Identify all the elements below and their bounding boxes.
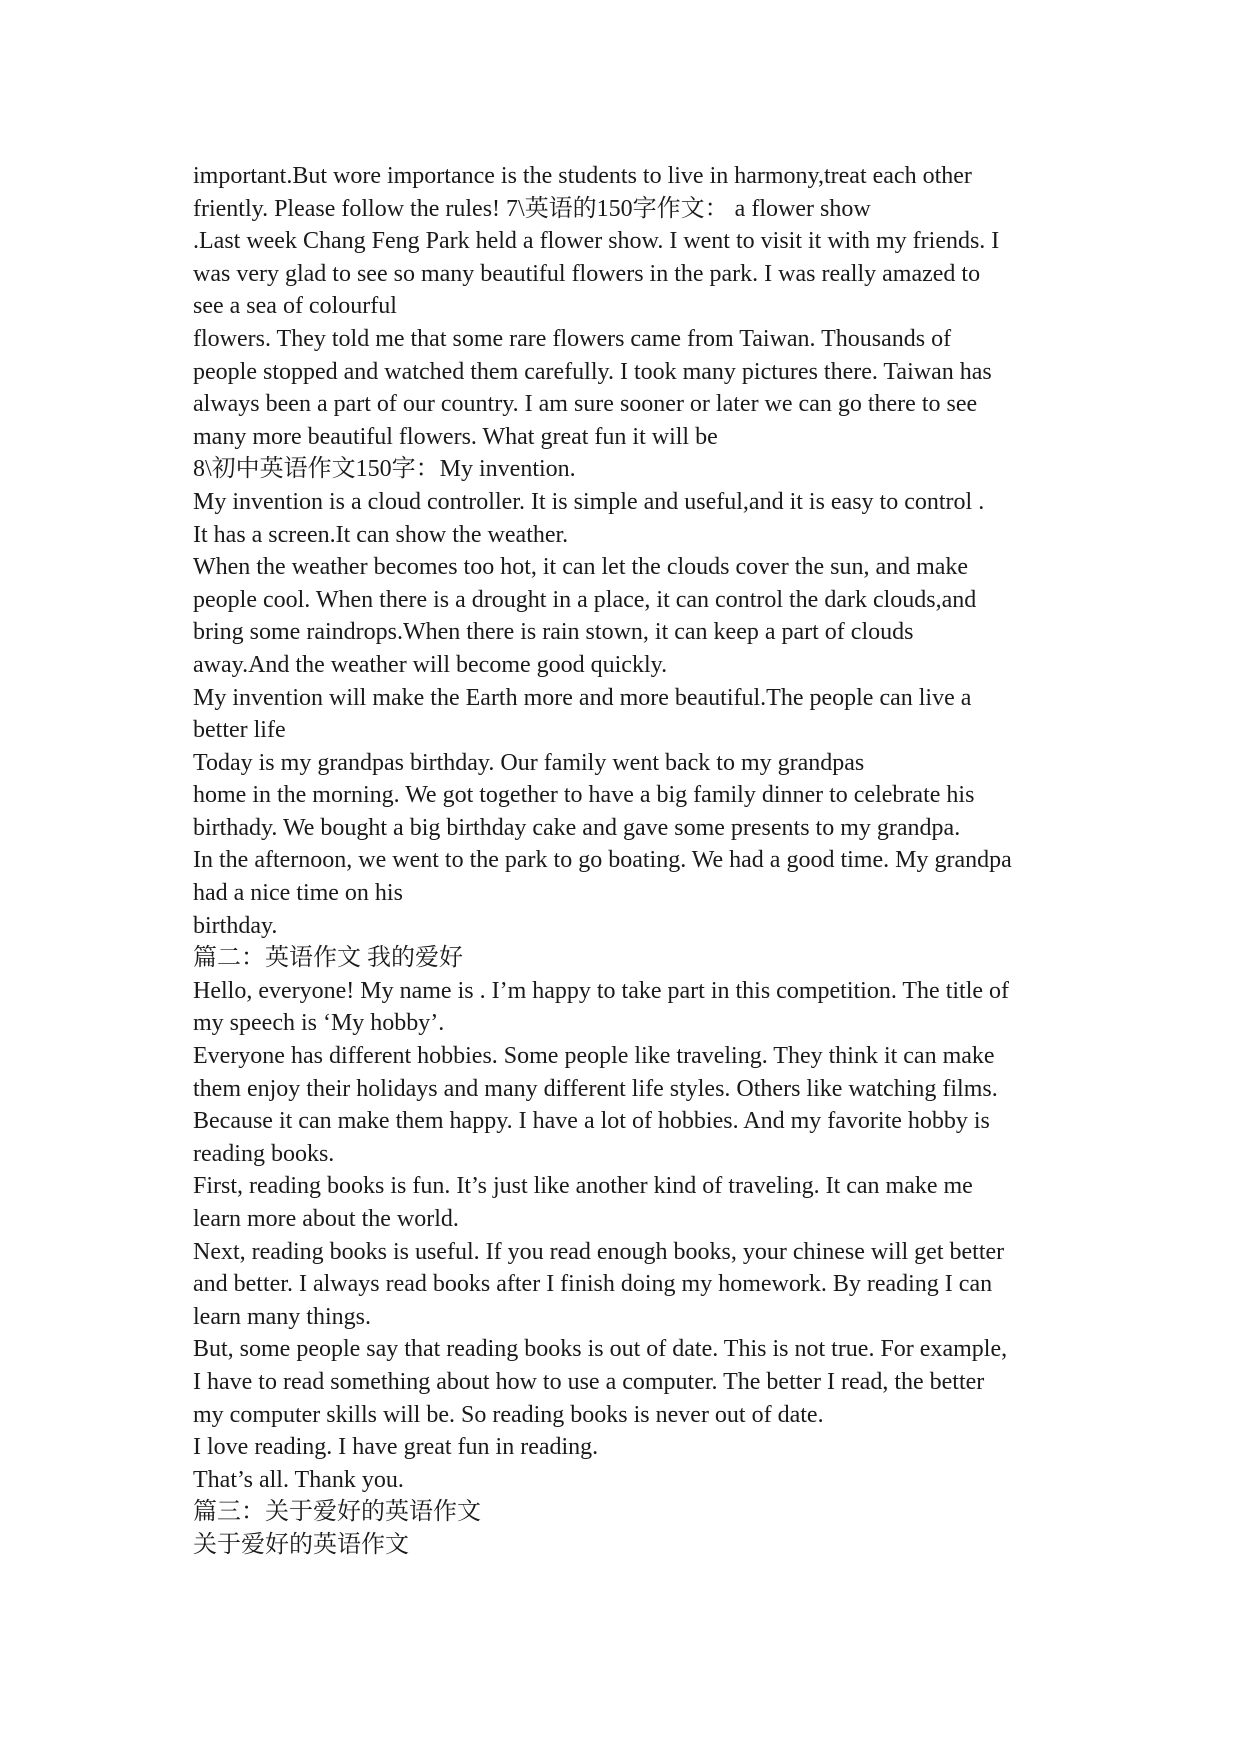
text-line: was very glad to see so many beautiful flowers in the park. I was really amazed to bbox=[193, 260, 981, 287]
text-line: my computer skills will be. So reading books is never out of date. bbox=[193, 1401, 824, 1428]
text-line: reading books. bbox=[193, 1140, 335, 1167]
text-line: my speech is ‘My hobby’. bbox=[193, 1010, 445, 1037]
document-body bbox=[193, 160, 1063, 1562]
text-line: birthady. We bought a big birthday cake and gave some presents to my grandpa. bbox=[193, 814, 961, 841]
text-line: Today is my grandpas birthday. Our family went back to my grandpas bbox=[193, 749, 865, 776]
text-line: friently. Please follow the rules! 7\英语的150字作文： a flower show bbox=[193, 195, 871, 222]
text-line: had a nice time on his bbox=[193, 880, 403, 907]
text-line: Everyone has different hobbies. Some people like traveling. They think it can make bbox=[193, 1043, 995, 1070]
text-line: But, some people say that reading books is out of date. This is not true. For example, bbox=[193, 1336, 1008, 1363]
section-heading: 关于爱好的英语作文 bbox=[193, 1531, 409, 1558]
text-line: bring some raindrops.When there is rain stown, it can keep a part of clouds bbox=[193, 619, 914, 646]
text-line: and better. I always read books after I finish doing my homework. By reading I can bbox=[193, 1271, 993, 1298]
text-line: My invention will make the Earth more and more beautiful.The people can live a bbox=[193, 684, 972, 711]
text-line: Because it can make them happy. I have a lot of hobbies. And my favorite hobby is bbox=[193, 1108, 990, 1135]
text-line: My invention is a cloud controller. It is simple and useful,and it is easy to control . bbox=[193, 488, 985, 515]
text-line: important.But wore importance is the students to live in harmony,treat each other bbox=[193, 163, 972, 189]
text-line: Hello, everyone! My name is . I’m happy to take part in this competition. The title of bbox=[193, 977, 1010, 1004]
text-line: When the weather becomes too hot, it can let the clouds cover the sun, and make bbox=[193, 554, 969, 581]
text-line: That’s all. Thank you. bbox=[193, 1466, 404, 1493]
text-line: home in the morning. We got together to have a big family dinner to celebrate his bbox=[193, 782, 975, 809]
text-line: many more beautiful flowers. What great fun it will be bbox=[193, 423, 718, 450]
text-line: I love reading. I have great fun in reading. bbox=[193, 1434, 599, 1461]
text-line: It has a screen.It can show the weather. bbox=[193, 521, 569, 548]
text-line: learn many things. bbox=[193, 1303, 371, 1330]
text-line: .Last week Chang Feng Park held a flower show. I went to visit it with my friends. I bbox=[193, 228, 1000, 255]
text-line: flowers. They told me that some rare flowers came from Taiwan. Thousands of bbox=[193, 325, 952, 352]
text-line: In the afternoon, we went to the park to go boating. We had a good time. My grandpa bbox=[193, 847, 1012, 874]
text-line: learn more about the world. bbox=[193, 1206, 459, 1232]
section-heading: 篇二：英语作文 我的爱好 bbox=[193, 945, 463, 972]
section-heading: 8\初中英语作文150字：My invention. bbox=[193, 456, 576, 483]
text-line: better life bbox=[193, 717, 286, 744]
text-line: First, reading books is fun. It’s just like another kind of traveling. It can make me bbox=[193, 1173, 973, 1200]
text-line: people cool. When there is a drought in a place, it can control the dark clouds,and bbox=[193, 586, 977, 613]
text-line: Next, reading books is useful. If you read enough books, your chinese will get better bbox=[193, 1238, 1005, 1265]
text-line: people stopped and watched them carefully. I took many pictures there. Taiwan has bbox=[193, 358, 992, 385]
text-line: I have to read something about how to use a computer. The better I read, the better bbox=[193, 1368, 985, 1395]
section-heading: 篇三：关于爱好的英语作文 bbox=[193, 1499, 481, 1526]
text-line: birthday. bbox=[193, 912, 278, 939]
text-line: always been a part of our country. I am sure sooner or later we can go there to see bbox=[193, 391, 978, 418]
text-line: them enjoy their holidays and many different life styles. Others like watching films. bbox=[193, 1075, 998, 1102]
text-line: away.And the weather will become good quickly. bbox=[193, 651, 668, 678]
text-line: see a sea of colourful bbox=[193, 293, 397, 320]
